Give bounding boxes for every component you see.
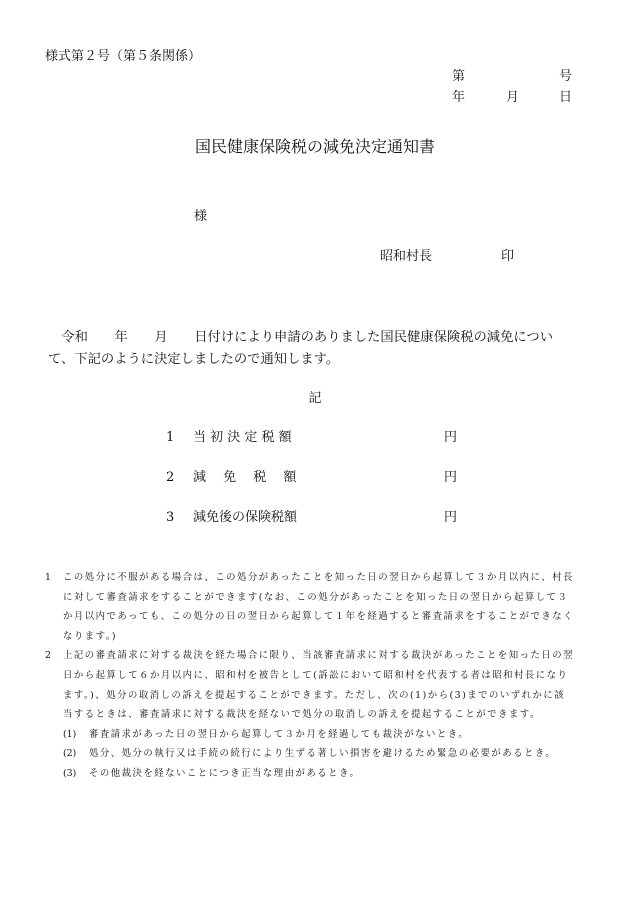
note-item	[45, 568, 575, 646]
notes-section	[45, 568, 575, 784]
sub-note-text: その他裁決を経ないことにつき正当な理由があるとき。	[89, 767, 361, 779]
item-label: 減免後の保険税額	[193, 510, 298, 525]
document-title: 国民健康保険税の減免決定通知書	[194, 137, 435, 156]
sub-note-item	[45, 725, 575, 745]
date-year: 年	[452, 90, 466, 105]
item-unit: 円	[444, 430, 458, 445]
sub-note-item	[45, 764, 575, 784]
sub-note-number: (2)	[63, 748, 77, 760]
note-text: この処分に不服がある場合は、この処分があったことを知った日の翌日から起算して３か月以内に、村長に対して審査請求をすることができます(なお、この処分があったことを知った日の翌日から起算して３か月以内であっても、この処分の日の翌日から起算して１年を経過すると審査請求をすることができなくなります。)	[63, 572, 575, 642]
item-unit: 円	[444, 510, 458, 525]
item-label: 減 免 税 額	[193, 470, 297, 485]
date-month: 月	[506, 90, 520, 105]
sub-note-number: (1)	[63, 728, 77, 740]
form-label: 様式第２号（第５条関係）	[45, 49, 202, 64]
seal-mark: 印	[501, 249, 515, 264]
issuer-name: 昭和村長	[380, 249, 433, 264]
date-day: 日	[559, 90, 573, 105]
sub-note-item	[45, 744, 575, 764]
note-number: 1	[45, 572, 51, 583]
note-number: 2	[45, 650, 51, 662]
body-text: 令和 年 月 日付けにより申請のありました国民健康保険税の減免について、下記のように決定しましたので通知します。	[48, 330, 554, 367]
sub-note-number: (3)	[63, 767, 77, 779]
note-item	[45, 646, 575, 724]
item-number: 3	[166, 510, 175, 525]
number-prefix: 第	[452, 69, 466, 84]
item-number: 2	[166, 470, 175, 485]
sub-note-text: 処分、処分の執行又は手続の続行により生ずる著しい損害を避けるため緊急の必要があるとき。	[89, 748, 557, 760]
note-text: 上記の審査請求に対する裁決を経た場合に限り、当該審査請求に対する裁決があったことを知った日の翌日から起算して６か月以内に、昭和村を被告として(訴訟において昭和村を代表する者は昭和村長になります。)、処分の取消しの訴えを提起することができます。ただし、次の(1)から(3)までのいずれかに該当するときは、審査請求に対する裁決を経ないで処分の取消しの訴えを提起することができます。	[63, 650, 575, 721]
sub-note-text: 審査請求があった日の翌日から起算して３か月を経過しても裁決がないとき。	[89, 728, 470, 740]
item-number: 1	[166, 430, 175, 445]
ki-heading: 記	[308, 391, 322, 406]
number-suffix: 号	[559, 69, 573, 84]
addressee-suffix: 様	[194, 209, 208, 224]
item-unit: 円	[444, 470, 458, 485]
item-label: 当 初 決 定 税 額	[193, 430, 292, 445]
